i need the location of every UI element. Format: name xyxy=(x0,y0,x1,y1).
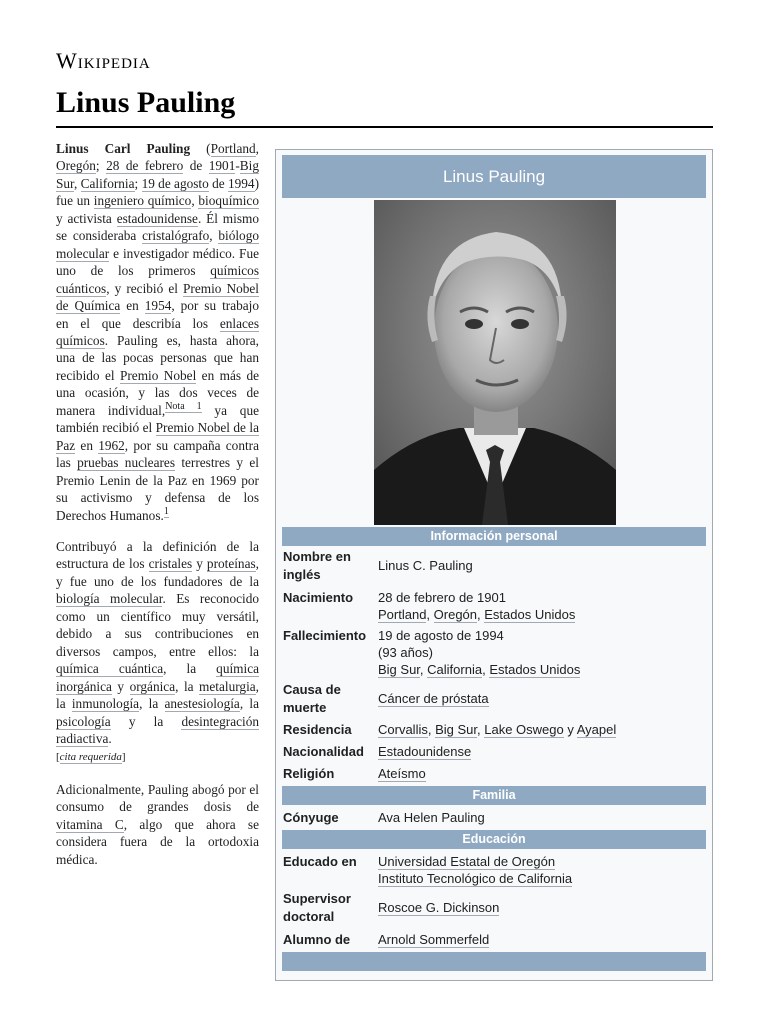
link-lake-oswego[interactable]: Lake Oswego xyxy=(484,722,564,737)
death-date: 19 de agosto de 1994 xyxy=(378,628,504,643)
text: , xyxy=(191,193,199,209)
link-universidad-oregon[interactable]: Universidad Estatal de Oregón xyxy=(378,854,556,869)
value-nombre: Linus C. Pauling xyxy=(378,558,473,573)
text: en xyxy=(120,298,145,314)
section-header-personal: Información personal xyxy=(282,527,706,546)
value-causa xyxy=(378,690,708,707)
text: Contribuyó a la definición de la estructura de los xyxy=(56,538,259,572)
link-california[interactable]: California xyxy=(427,662,483,677)
text: ; xyxy=(134,175,142,191)
text: , la xyxy=(163,661,217,677)
link-quimica-cuantica[interactable]: química cuántica xyxy=(56,661,164,677)
text: terrestres y el Premio Lenin de la Paz en 1969 por su activismo y defensa de los Derechos Humanos. xyxy=(56,455,259,523)
paragraph-intro xyxy=(56,140,259,524)
link-caltech[interactable]: Instituto Tecnológico de California xyxy=(378,871,573,886)
value-fallecimiento: 19 de agosto de 1994 (93 años) Big Sur, California, Estados Unidos xyxy=(378,628,581,677)
link-big-sur[interactable]: Big Sur xyxy=(56,158,259,191)
link-oregon[interactable]: Oregón xyxy=(56,158,96,174)
value-nacionalidad xyxy=(378,743,708,760)
link-bioquimico[interactable]: bioquímico xyxy=(198,193,259,209)
portrait-photo-image xyxy=(374,200,616,525)
link-pruebas-nucleares[interactable]: pruebas nucleares xyxy=(77,455,175,471)
text: . Pauling es, hasta ahora, una de las pocas personas que han recibido el xyxy=(56,332,259,383)
text: ; xyxy=(95,158,107,174)
text: en más de una ocasión, y las dos veces de manera individual, xyxy=(56,367,260,418)
text: . xyxy=(108,730,112,746)
link-portland[interactable]: Portland xyxy=(210,141,256,156)
link-desintegracion-radiactiva[interactable]: desintegración radiactiva xyxy=(56,713,259,746)
label-residencia: Residencia xyxy=(283,722,352,737)
section-header-next xyxy=(282,952,706,971)
text: . Él mismo se consideraba xyxy=(56,210,259,244)
link-corvallis[interactable]: Corvallis xyxy=(378,722,428,737)
link-estadounidense[interactable]: Estadounidense xyxy=(378,744,472,759)
article-body xyxy=(56,140,259,882)
value-supervisor xyxy=(378,899,708,916)
text: - xyxy=(235,158,240,174)
text: , algo que ahora se considera fuera de la ortodoxia médica. xyxy=(56,816,259,867)
text: , y recibió el xyxy=(106,280,184,296)
link-biologia-molecular[interactable]: biología molecular xyxy=(56,591,163,607)
link-premio-nobel[interactable]: Premio Nobel xyxy=(119,367,197,383)
text: de xyxy=(208,175,228,191)
link-cristalografo[interactable]: cristalógrafo xyxy=(142,228,210,244)
note-link[interactable]: Nota 1 xyxy=(165,401,202,413)
link-california[interactable]: California xyxy=(80,175,135,191)
paragraph-contributions xyxy=(56,538,259,767)
paragraph-vitamin-c xyxy=(56,781,259,868)
text: ya que también recibió el xyxy=(56,402,259,436)
link-1994[interactable]: 1994 xyxy=(227,175,255,191)
link-big-sur[interactable]: Big Sur xyxy=(378,662,420,677)
death-age: (93 años) xyxy=(378,645,433,660)
label-alumno: Alumno de xyxy=(283,932,351,947)
link-psicologia[interactable]: psicología xyxy=(56,713,111,729)
link-quimica-inorganica[interactable]: química inorgánica xyxy=(56,661,260,694)
text: , por su trabajo en el que describía los xyxy=(56,298,260,331)
link-inmunologia[interactable]: inmunología xyxy=(71,696,140,712)
link-organica[interactable]: orgánica xyxy=(129,678,176,694)
text: y activista xyxy=(56,210,117,226)
link-28-febrero[interactable]: 28 de febrero xyxy=(106,158,184,174)
text: ( xyxy=(190,141,211,156)
text: de xyxy=(183,158,209,174)
link-1901[interactable]: 1901 xyxy=(208,158,236,174)
value-religion xyxy=(378,765,708,782)
text: , la xyxy=(139,696,165,712)
link-big-sur[interactable]: Big Sur xyxy=(435,722,477,737)
link-ingeniero-quimico[interactable]: ingeniero químico xyxy=(93,193,192,209)
value-alumno xyxy=(378,931,708,948)
label-nacionalidad: Nacionalidad xyxy=(283,744,364,759)
page-title: Linus Pauling xyxy=(56,86,236,119)
link-portland[interactable]: Portland xyxy=(378,607,427,622)
link-nobel-paz[interactable]: Premio Nobel de la Paz xyxy=(56,420,259,453)
wikipedia-logo[interactable]: Wikipedia xyxy=(56,48,151,73)
infobox xyxy=(275,149,713,981)
label-religion: Religión xyxy=(283,766,335,781)
link-cristales[interactable]: cristales xyxy=(148,556,193,572)
portrait-photo[interactable] xyxy=(374,200,616,525)
text: y la xyxy=(110,713,182,729)
link-1962[interactable]: 1962 xyxy=(98,437,125,453)
link-estadounidense[interactable]: estadounidense xyxy=(116,210,198,226)
label-conyuge: Cónyuge xyxy=(283,810,339,825)
link-metalurgia[interactable]: metalurgia xyxy=(199,678,256,694)
text: , xyxy=(73,175,81,191)
label-nombre: Nombre en inglés xyxy=(283,549,351,582)
value-nacimiento: 28 de febrero de 1901 Portland, Oregón, Estados Unidos xyxy=(378,590,576,622)
link-oregon[interactable]: Oregón xyxy=(433,607,478,622)
text: . Es reconocido como un científico muy versátil, debido a sus contribuciones en diversos campos, entre ellos: la xyxy=(56,591,259,659)
label-educado: Educado en xyxy=(283,854,357,869)
label-fallecimiento: Fallecimiento xyxy=(283,628,367,643)
text: , la xyxy=(56,678,259,712)
text: , xyxy=(209,228,219,244)
link-estados-unidos[interactable]: Estados Unidos xyxy=(484,607,576,622)
link-quimicos-cuanticos[interactable]: químicos cuánticos xyxy=(56,263,259,296)
link-1954[interactable]: 1954 xyxy=(144,298,172,314)
label-nacimiento: Nacimiento xyxy=(283,590,354,605)
text: y xyxy=(111,678,130,694)
birth-date: 28 de febrero de 1901 xyxy=(378,590,506,605)
reference-link[interactable]: 1 xyxy=(163,506,169,518)
link-proteinas[interactable]: proteínas xyxy=(206,556,256,572)
link-arnold-sommerfeld[interactable]: Arnold Sommerfeld xyxy=(378,932,490,947)
text: , la xyxy=(239,696,259,712)
text: , la xyxy=(175,678,200,694)
label-causa: Causa de muerte xyxy=(283,682,341,715)
section-header-educacion: Educación xyxy=(282,830,706,849)
link-nobel-quimica[interactable]: Premio Nobel de Química xyxy=(56,280,259,314)
link-roscoe-dickinson[interactable]: Roscoe G. Dickinson xyxy=(378,900,500,915)
link-anestesiologia[interactable]: anestesiología xyxy=(164,696,240,712)
text: Adicionalmente, Pauling abogó por el consumo de grandes dosis de xyxy=(56,781,259,815)
label-supervisor: Supervisor doctoral xyxy=(283,891,351,924)
value-conyuge: Ava Helen Pauling xyxy=(378,810,485,825)
section-header-familia: Familia xyxy=(282,786,706,805)
text: , y fue uno de los fundadores de la xyxy=(56,556,259,589)
link-vitamina-c[interactable]: vitamina C xyxy=(56,816,124,832)
text: e investigador médico. Fue uno de los primeros xyxy=(56,245,259,279)
title-divider xyxy=(56,126,713,128)
link-ayapel[interactable]: Ayapel xyxy=(576,722,617,737)
value-educado xyxy=(378,853,708,887)
text: y xyxy=(192,556,207,572)
text: , xyxy=(255,141,259,156)
citation-needed[interactable]: [cita requerida] xyxy=(56,751,126,764)
link-biologo-molecular[interactable]: biólogo molecular xyxy=(56,228,259,261)
value-residencia: Corvallis, Big Sur, Lake Oswego y Ayapel xyxy=(378,722,617,737)
subject-name: Linus Carl Pauling xyxy=(56,141,191,156)
link-cancer-prostata[interactable]: Cáncer de próstata xyxy=(378,691,489,706)
text: , por su campaña contra las xyxy=(56,437,260,471)
text: ) fue un xyxy=(56,175,260,209)
text: en xyxy=(75,437,99,453)
link-ateismo[interactable]: Ateísmo xyxy=(378,766,426,781)
link-19-agosto[interactable]: 19 de agosto xyxy=(141,175,209,191)
infobox-title: Linus Pauling xyxy=(282,155,706,198)
link-enlaces-quimicos[interactable]: enlaces químicos xyxy=(56,315,259,348)
link-estados-unidos[interactable]: Estados Unidos xyxy=(489,662,581,677)
